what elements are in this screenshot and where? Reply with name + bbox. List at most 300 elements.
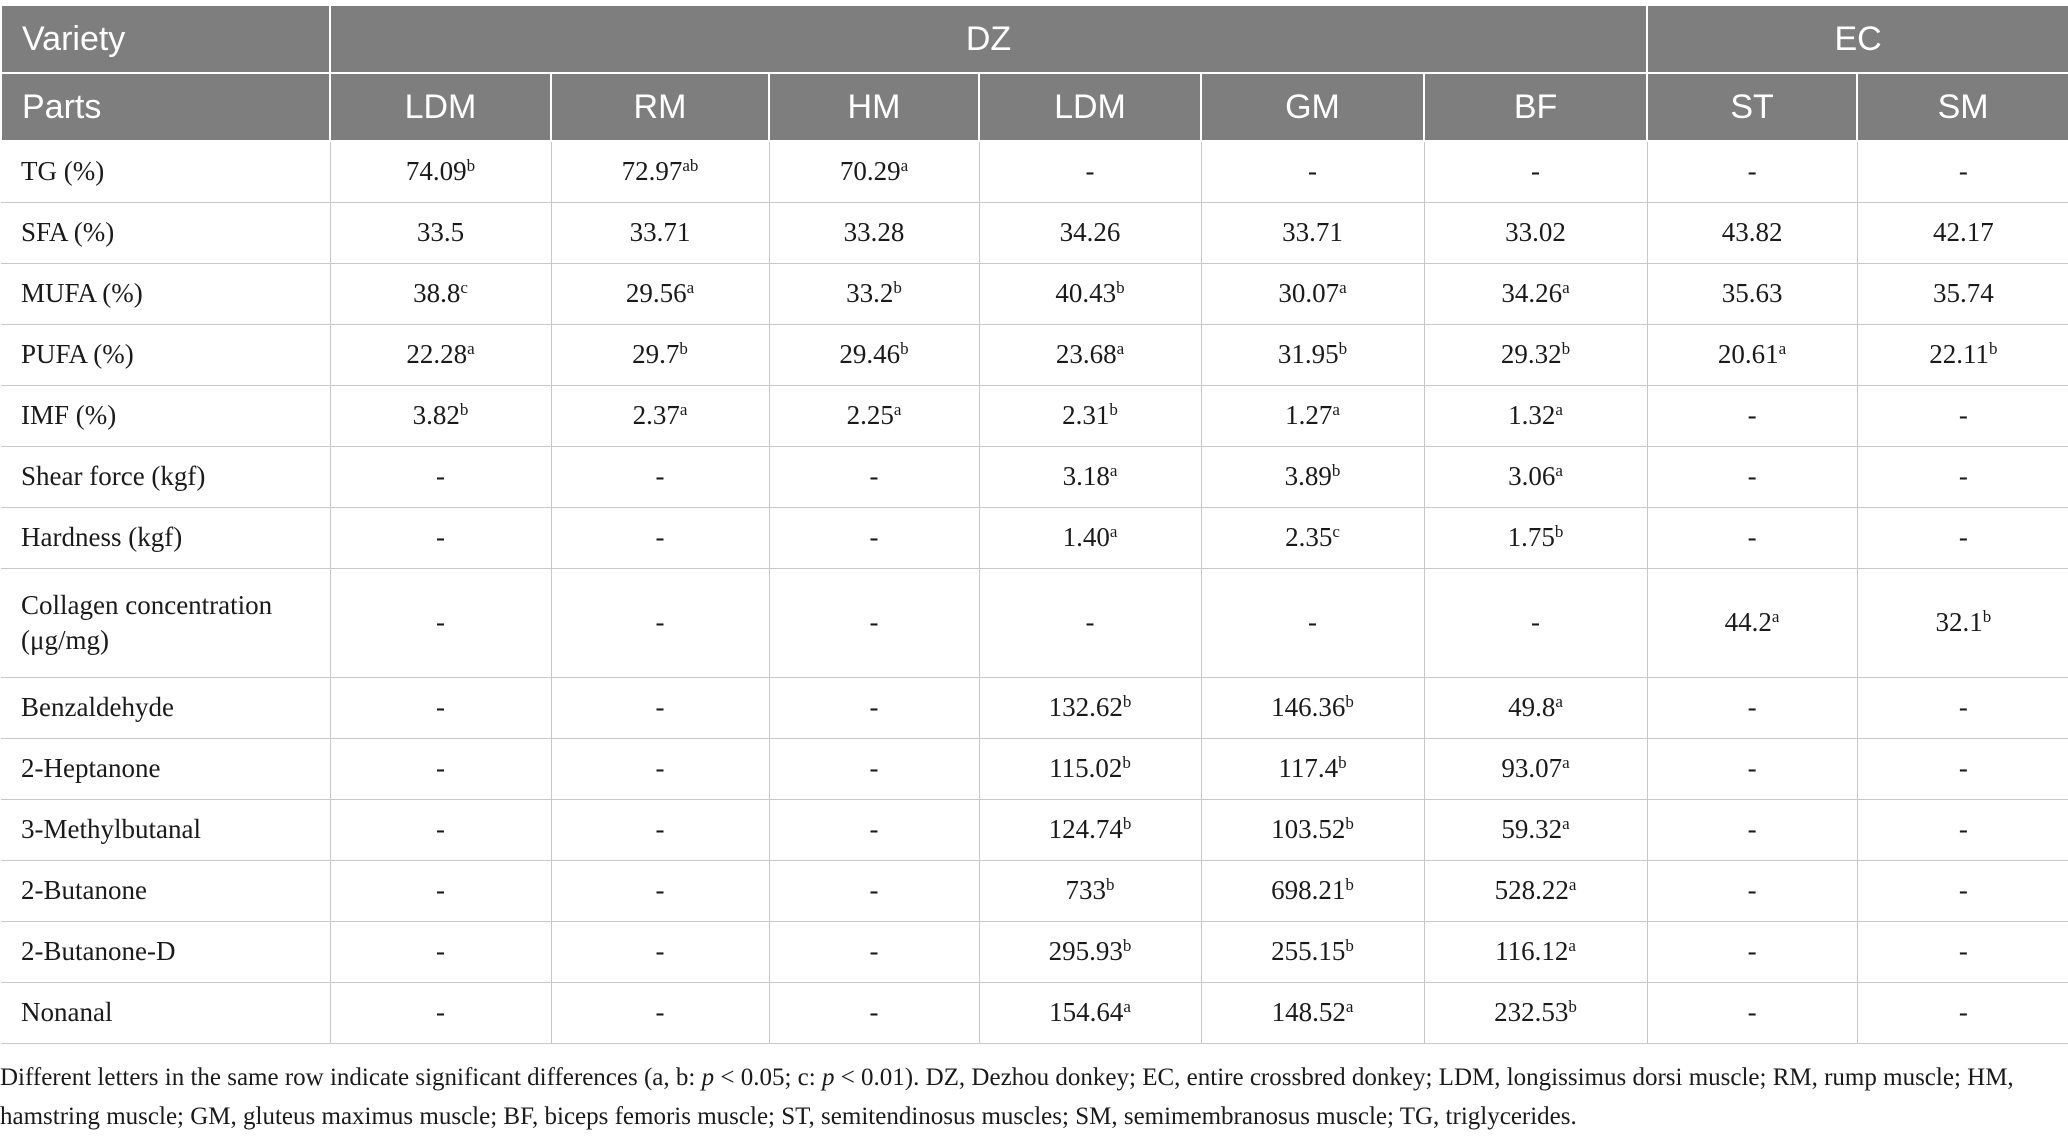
cell-value: -: [1958, 461, 1968, 492]
table-cell: [1857, 800, 2068, 861]
table-row: [1, 508, 2068, 569]
table-cell: [1647, 325, 1857, 386]
cell-value: 33.71: [629, 217, 691, 248]
cell-value: 1.40: [1062, 522, 1110, 553]
table-cell: [769, 678, 979, 739]
table-cell: [1424, 983, 1647, 1044]
cell-value: 1.75: [1507, 522, 1555, 553]
cell-value: 3.82: [412, 400, 460, 431]
table-cell: [1201, 203, 1424, 264]
cell-value: 34.26: [1059, 217, 1121, 248]
table-cell: [330, 447, 551, 508]
table-cell: [1424, 386, 1647, 447]
header-part: RM: [551, 73, 769, 141]
table-cell: [1201, 983, 1424, 1044]
significance-letter: a: [1116, 339, 1125, 359]
cell-value: -: [869, 692, 879, 723]
row-label-text: Nonanal: [21, 997, 113, 1028]
table-cell: [1857, 203, 2068, 264]
table-cell: [1857, 861, 2068, 922]
table-row: [1, 325, 2068, 386]
table-cell: [551, 264, 769, 325]
cell-value: -: [655, 461, 665, 492]
significance-letter: b: [1345, 875, 1354, 895]
table-cell: [330, 983, 551, 1044]
cell-value: -: [1958, 814, 1968, 845]
significance-letter: a: [1778, 339, 1787, 359]
significance-letter: a: [1562, 278, 1570, 298]
cell-value: -: [1958, 522, 1968, 553]
table-cell: [1201, 508, 1424, 569]
table-cell: [1201, 800, 1424, 861]
table-cell: [1201, 861, 1424, 922]
row-label-unit: (μg/mg): [21, 625, 109, 655]
data-table: [0, 4, 2068, 1044]
cell-value: 232.53: [1494, 997, 1569, 1028]
cell-value: 132.62: [1048, 692, 1123, 723]
significance-letter: b: [679, 339, 688, 359]
significance-letter: b: [1568, 997, 1577, 1017]
table-cell: [330, 264, 551, 325]
table-cell: [1647, 508, 1857, 569]
table-cell: [1424, 141, 1647, 203]
row-label: [1, 386, 330, 447]
cell-value: 72.97: [621, 156, 683, 187]
table-cell: [1647, 800, 1857, 861]
table-cell: [769, 739, 979, 800]
cell-value: -: [869, 753, 879, 784]
table-cell: [1424, 508, 1647, 569]
table-cell: [1857, 678, 2068, 739]
cell-value: 70.29: [839, 156, 901, 187]
significance-letter: b: [1122, 936, 1132, 956]
table-cell: [551, 203, 769, 264]
significance-letter: a: [1771, 607, 1780, 627]
row-label-text: 2-Heptanone: [21, 753, 161, 784]
table-cell: [551, 386, 769, 447]
row-label-text: Benzaldehyde: [21, 692, 174, 723]
table-cell: [1424, 264, 1647, 325]
cell-value: -: [1308, 607, 1317, 638]
cell-value: -: [1747, 461, 1757, 492]
cell-value: 1.27: [1285, 400, 1333, 431]
significance-letter: b: [1116, 278, 1125, 298]
cell-value: -: [655, 692, 665, 723]
table-cell: [769, 447, 979, 508]
table-cell: [330, 922, 551, 983]
significance-letter: a: [679, 400, 688, 420]
table-cell: [1857, 569, 2068, 678]
cell-value: 29.46: [839, 339, 901, 370]
table-cell: [1424, 922, 1647, 983]
cell-value: 2.31: [1062, 400, 1110, 431]
cell-value: -: [1958, 997, 1968, 1028]
table-cell: [1857, 983, 2068, 1044]
significance-letter: b: [1331, 461, 1341, 481]
cell-value: 115.02: [1049, 753, 1123, 784]
cell-value: 2.35: [1285, 522, 1333, 553]
cell-value: -: [869, 461, 879, 492]
cell-value: -: [1958, 400, 1968, 431]
significance-letter: b: [459, 400, 469, 420]
cell-value: 255.15: [1271, 936, 1346, 967]
table-cell: [330, 861, 551, 922]
data-table-container: [0, 4, 2068, 1044]
significance-letter: a: [1339, 278, 1347, 298]
cell-value: -: [655, 814, 665, 845]
table-cell: [330, 739, 551, 800]
significance-letter: a: [1555, 461, 1563, 481]
table-cell: [769, 141, 979, 203]
table-cell: [1201, 447, 1424, 508]
footnote-p-symbol: p: [701, 1064, 715, 1091]
table-row: [1, 203, 2068, 264]
significance-letter: a: [1568, 875, 1577, 895]
table-cell: [1424, 678, 1647, 739]
cell-value: 93.07: [1501, 753, 1563, 784]
cell-value: 43.82: [1721, 217, 1783, 248]
table-cell: [769, 264, 979, 325]
cell-value: 20.61: [1717, 339, 1779, 370]
cell-value: 154.64: [1049, 997, 1124, 1028]
footnote-text: < 0.01). DZ, Dezhou donkey; EC, entire crossbred donkey; LDM, longissimus dorsi muscle; RM, rump muscle; HM, hamstring muscle; GM, gluteus maximus muscle; BF, biceps femoris muscle; ST, semitendinosus muscles; SM, semimembranosus muscle; TG, triglycerides.: [0, 1064, 2014, 1130]
cell-value: -: [1531, 156, 1541, 187]
significance-letter: b: [1338, 753, 1347, 773]
table-cell: [979, 678, 1201, 739]
cell-value: -: [1958, 692, 1968, 723]
table-cell: [1857, 447, 2068, 508]
cell-value: -: [436, 522, 445, 553]
cell-value: 44.2: [1724, 607, 1772, 638]
table-cell: [551, 569, 769, 678]
significance-letter: a: [1568, 936, 1576, 956]
row-label: [1, 922, 330, 983]
cell-value: -: [655, 753, 665, 784]
significance-letter: a: [1109, 461, 1118, 481]
significance-letter: b: [1345, 936, 1354, 956]
significance-letter: a: [893, 400, 902, 420]
cell-value: -: [655, 522, 665, 553]
table-cell: [330, 325, 551, 386]
row-label-text: Hardness (kgf): [21, 522, 183, 553]
header-part: BF: [1424, 73, 1647, 141]
significance-letter: a: [1109, 522, 1118, 542]
cell-value: 29.56: [625, 278, 687, 309]
significance-letter: b: [900, 339, 909, 359]
row-label: [1, 141, 330, 203]
significance-letter: b: [1982, 607, 1992, 627]
table-row: [1, 264, 2068, 325]
significance-letter: b: [1122, 692, 1132, 712]
cell-value: 22.11: [1929, 339, 1989, 370]
table-cell: [551, 922, 769, 983]
table-cell: [1424, 739, 1647, 800]
cell-value: 733: [1065, 875, 1106, 906]
cell-value: 698.21: [1271, 875, 1346, 906]
table-cell: [1201, 569, 1424, 678]
table-cell: [769, 508, 979, 569]
row-label-text: MUFA (%): [21, 278, 143, 309]
cell-value: -: [436, 753, 445, 784]
cell-value: -: [436, 936, 445, 967]
row-label-text: TG (%): [21, 156, 105, 187]
table-cell: [769, 386, 979, 447]
cell-value: 23.68: [1055, 339, 1117, 370]
table-cell: [979, 264, 1201, 325]
significance-letter: b: [1106, 875, 1115, 895]
row-label: [1, 264, 330, 325]
header-ec: EC: [1647, 5, 2068, 73]
cell-value: -: [655, 875, 665, 906]
table-row: [1, 678, 2068, 739]
cell-value: 35.63: [1721, 278, 1783, 309]
cell-value: -: [869, 814, 879, 845]
header-part: SM: [1857, 73, 2068, 141]
cell-value: 33.71: [1282, 217, 1343, 248]
header-parts-label: Parts: [1, 73, 330, 141]
table-cell: [769, 922, 979, 983]
significance-letter: b: [1122, 814, 1132, 834]
cell-value: -: [655, 607, 665, 638]
table-cell: [1201, 678, 1424, 739]
cell-value: -: [1747, 753, 1757, 784]
cell-value: 3.18: [1062, 461, 1110, 492]
table-cell: [979, 386, 1201, 447]
significance-letter: b: [1109, 400, 1118, 420]
table-cell: [1647, 264, 1857, 325]
table-cell: [979, 203, 1201, 264]
significance-letter: a: [1345, 997, 1354, 1017]
table-footnote: [0, 1058, 2060, 1136]
table-cell: [551, 800, 769, 861]
table-cell: [551, 508, 769, 569]
row-label-text: 2-Butanone: [21, 875, 147, 906]
cell-value: 33.5: [416, 217, 465, 248]
cell-value: -: [1747, 814, 1757, 845]
row-label-text: SFA (%): [21, 217, 115, 248]
cell-value: -: [1958, 156, 1968, 187]
cell-value: 116.12: [1495, 936, 1569, 967]
table-cell: [979, 508, 1201, 569]
table-cell: [979, 447, 1201, 508]
cell-value: 3.06: [1508, 461, 1556, 492]
table-cell: [1647, 922, 1857, 983]
table-cell: [551, 739, 769, 800]
row-label: [1, 325, 330, 386]
cell-value: -: [1747, 875, 1757, 906]
table-cell: [551, 861, 769, 922]
cell-value: -: [1958, 936, 1968, 967]
table-cell: [1647, 861, 1857, 922]
table-cell: [1201, 386, 1424, 447]
table-cell: [769, 800, 979, 861]
cell-value: 148.52: [1271, 997, 1346, 1028]
header-part: ST: [1647, 73, 1857, 141]
row-label: [1, 739, 330, 800]
table-cell: [1857, 141, 2068, 203]
table-cell: [979, 800, 1201, 861]
cell-value: 40.43: [1055, 278, 1117, 309]
cell-value: -: [1747, 522, 1757, 553]
table-row: [1, 447, 2068, 508]
row-label: [1, 861, 330, 922]
cell-value: 33.2: [846, 278, 894, 309]
cell-value: -: [1085, 607, 1095, 638]
cell-value: 2.25: [846, 400, 894, 431]
cell-value: -: [1958, 753, 1968, 784]
cell-value: -: [1747, 997, 1757, 1028]
table-cell: [1647, 739, 1857, 800]
row-label-text: Shear force (kgf): [21, 461, 206, 492]
row-label-text: Collagen concentration: [21, 589, 273, 620]
cell-value: -: [1308, 156, 1317, 187]
table-cell: [1857, 922, 2068, 983]
cell-value: -: [869, 936, 879, 967]
cell-value: 3.89: [1284, 461, 1332, 492]
cell-value: 528.22: [1494, 875, 1569, 906]
table-cell: [551, 447, 769, 508]
significance-letter: b: [1345, 814, 1354, 834]
table-cell: [1647, 678, 1857, 739]
footnote-text: < 0.05; c:: [714, 1064, 822, 1091]
row-label-text: 3-Methylbutanal: [21, 814, 201, 845]
significance-letter: a: [1123, 997, 1131, 1017]
cell-value: 33.02: [1505, 217, 1566, 248]
cell-value: 74.09: [405, 156, 467, 187]
table-cell: [979, 141, 1201, 203]
cell-value: 35.74: [1932, 278, 1994, 309]
row-label: [1, 569, 330, 678]
header-part: LDM: [979, 73, 1201, 141]
table-cell: [1857, 739, 2068, 800]
table-cell: [1857, 264, 2068, 325]
cell-value: 2.37: [632, 400, 680, 431]
header-row-variety: [1, 5, 2068, 73]
row-label: [1, 203, 330, 264]
cell-value: -: [1747, 936, 1757, 967]
header-part: LDM: [330, 73, 551, 141]
table-cell: [1857, 325, 2068, 386]
cell-value: 29.7: [632, 339, 680, 370]
row-label-text: 2-Butanone-D: [21, 936, 176, 967]
cell-value: -: [1085, 156, 1095, 187]
table-cell: [769, 861, 979, 922]
row-label: [1, 678, 330, 739]
table-cell: [1647, 447, 1857, 508]
table-cell: [1201, 325, 1424, 386]
significance-letter: b: [1122, 753, 1131, 773]
table-cell: [1424, 325, 1647, 386]
significance-letter: b: [1338, 339, 1348, 359]
cell-value: 31.95: [1277, 339, 1339, 370]
table-cell: [1647, 203, 1857, 264]
header-variety-label: Variety: [1, 5, 330, 73]
table-row: [1, 569, 2068, 678]
table-cell: [769, 325, 979, 386]
cell-value: 1.32: [1508, 400, 1556, 431]
table-cell: [330, 203, 551, 264]
cell-value: 124.74: [1048, 814, 1123, 845]
table-cell: [979, 325, 1201, 386]
table-cell: [1424, 569, 1647, 678]
row-label: [1, 800, 330, 861]
table-cell: [1201, 922, 1424, 983]
header-row-parts: [1, 73, 2068, 141]
cell-value: -: [655, 936, 665, 967]
table-cell: [1647, 386, 1857, 447]
table-cell: [1201, 141, 1424, 203]
table-cell: [551, 325, 769, 386]
table-row: [1, 141, 2068, 203]
significance-letter: b: [1345, 692, 1354, 712]
table-cell: [1424, 447, 1647, 508]
table-cell: [1201, 739, 1424, 800]
cell-value: -: [869, 875, 879, 906]
row-label: [1, 508, 330, 569]
table-cell: [330, 508, 551, 569]
row-label-text: IMF (%): [21, 400, 117, 431]
cell-value: 117.4: [1278, 753, 1339, 784]
cell-value: 22.28: [406, 339, 468, 370]
cell-value: -: [436, 461, 445, 492]
cell-value: -: [869, 522, 879, 553]
table-cell: [1857, 508, 2068, 569]
table-cell: [1201, 264, 1424, 325]
cell-value: 34.26: [1501, 278, 1563, 309]
cell-value: 49.8: [1508, 692, 1556, 723]
significance-letter: b: [1561, 339, 1571, 359]
cell-value: -: [436, 875, 445, 906]
significance-letter: b: [1988, 339, 1998, 359]
cell-value: 30.07: [1278, 278, 1340, 309]
significance-letter: b: [466, 156, 476, 176]
cell-value: -: [869, 607, 879, 638]
table-cell: [1424, 861, 1647, 922]
cell-value: 59.32: [1501, 814, 1563, 845]
significance-letter: c: [460, 278, 468, 298]
table-row: [1, 861, 2068, 922]
row-label: [1, 447, 330, 508]
table-cell: [979, 983, 1201, 1044]
cell-value: 42.17: [1932, 217, 1994, 248]
table-cell: [979, 861, 1201, 922]
table-cell: [1647, 141, 1857, 203]
significance-letter: a: [1562, 753, 1570, 773]
significance-letter: ab: [682, 156, 699, 176]
header-part: HM: [769, 73, 979, 141]
table-cell: [330, 678, 551, 739]
significance-letter: a: [1555, 692, 1563, 712]
significance-letter: a: [900, 156, 909, 176]
cell-value: -: [436, 814, 445, 845]
significance-letter: c: [1332, 522, 1340, 542]
table-cell: [330, 800, 551, 861]
cell-value: 33.28: [843, 217, 905, 248]
table-cell: [769, 983, 979, 1044]
table-cell: [551, 678, 769, 739]
table-cell: [330, 386, 551, 447]
footnote-p-symbol: p: [821, 1064, 835, 1091]
table-cell: [1647, 569, 1857, 678]
cell-value: -: [1958, 875, 1968, 906]
table-cell: [769, 569, 979, 678]
table-cell: [979, 569, 1201, 678]
cell-value: 146.36: [1271, 692, 1346, 723]
table-row: [1, 983, 2068, 1044]
cell-value: 295.93: [1048, 936, 1123, 967]
significance-letter: a: [1332, 400, 1340, 420]
cell-value: -: [436, 692, 445, 723]
